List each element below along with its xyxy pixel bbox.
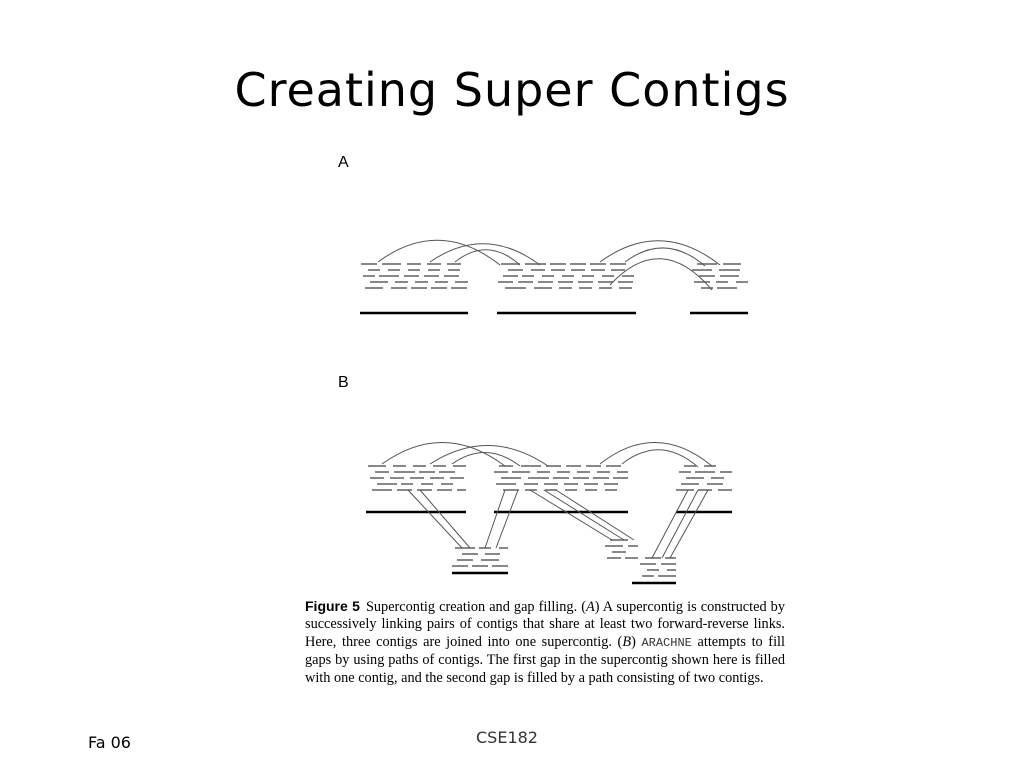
gap-path-link — [652, 490, 688, 558]
gap-path-link — [556, 490, 634, 540]
gap-path-link — [530, 490, 612, 540]
caption-italic-a: A — [585, 599, 595, 615]
footer-left: Fa 06 — [88, 733, 131, 752]
link-arc — [600, 241, 720, 265]
caption-text-2: ) A supercontig is constructed by successively linking pairs of contigs that share at least two forward-reverse links. Here, three contigs are joined into one supercontig. ( — [305, 599, 785, 650]
gap-path-link — [420, 490, 470, 548]
gap-path-link — [670, 490, 708, 558]
link-arc — [622, 450, 698, 467]
link-arc — [600, 442, 712, 466]
caption-italic-b: B — [622, 633, 632, 650]
figure-label: Figure 5 — [305, 598, 360, 614]
link-arc — [455, 250, 520, 265]
caption-text-3: ) — [631, 633, 642, 650]
panel-b-label: B — [338, 374, 349, 391]
footer-center: CSE182 — [476, 728, 538, 747]
caption-text-4: attempts to fill gaps by using paths of contigs. The first gap in the supercontig shown here is filled with one contig, and the second gap is filled by a path consisting of two contigs. — [305, 633, 785, 686]
gap-path-link — [496, 490, 518, 548]
panel-a-label: A — [338, 154, 349, 171]
gap-path-link — [485, 490, 505, 548]
link-arc — [382, 442, 505, 466]
gap-path-link — [544, 490, 624, 540]
link-arc — [625, 248, 705, 266]
gap-path-link — [662, 490, 698, 558]
caption-program-name: ARACHNE — [641, 635, 692, 650]
figure-caption — [305, 598, 785, 687]
link-arc — [452, 452, 520, 466]
slide-title: Creating Super Contigs — [234, 63, 790, 117]
gap-path-link — [408, 490, 462, 548]
caption-text-1: Supercontig creation and gap filling. ( — [365, 599, 586, 615]
